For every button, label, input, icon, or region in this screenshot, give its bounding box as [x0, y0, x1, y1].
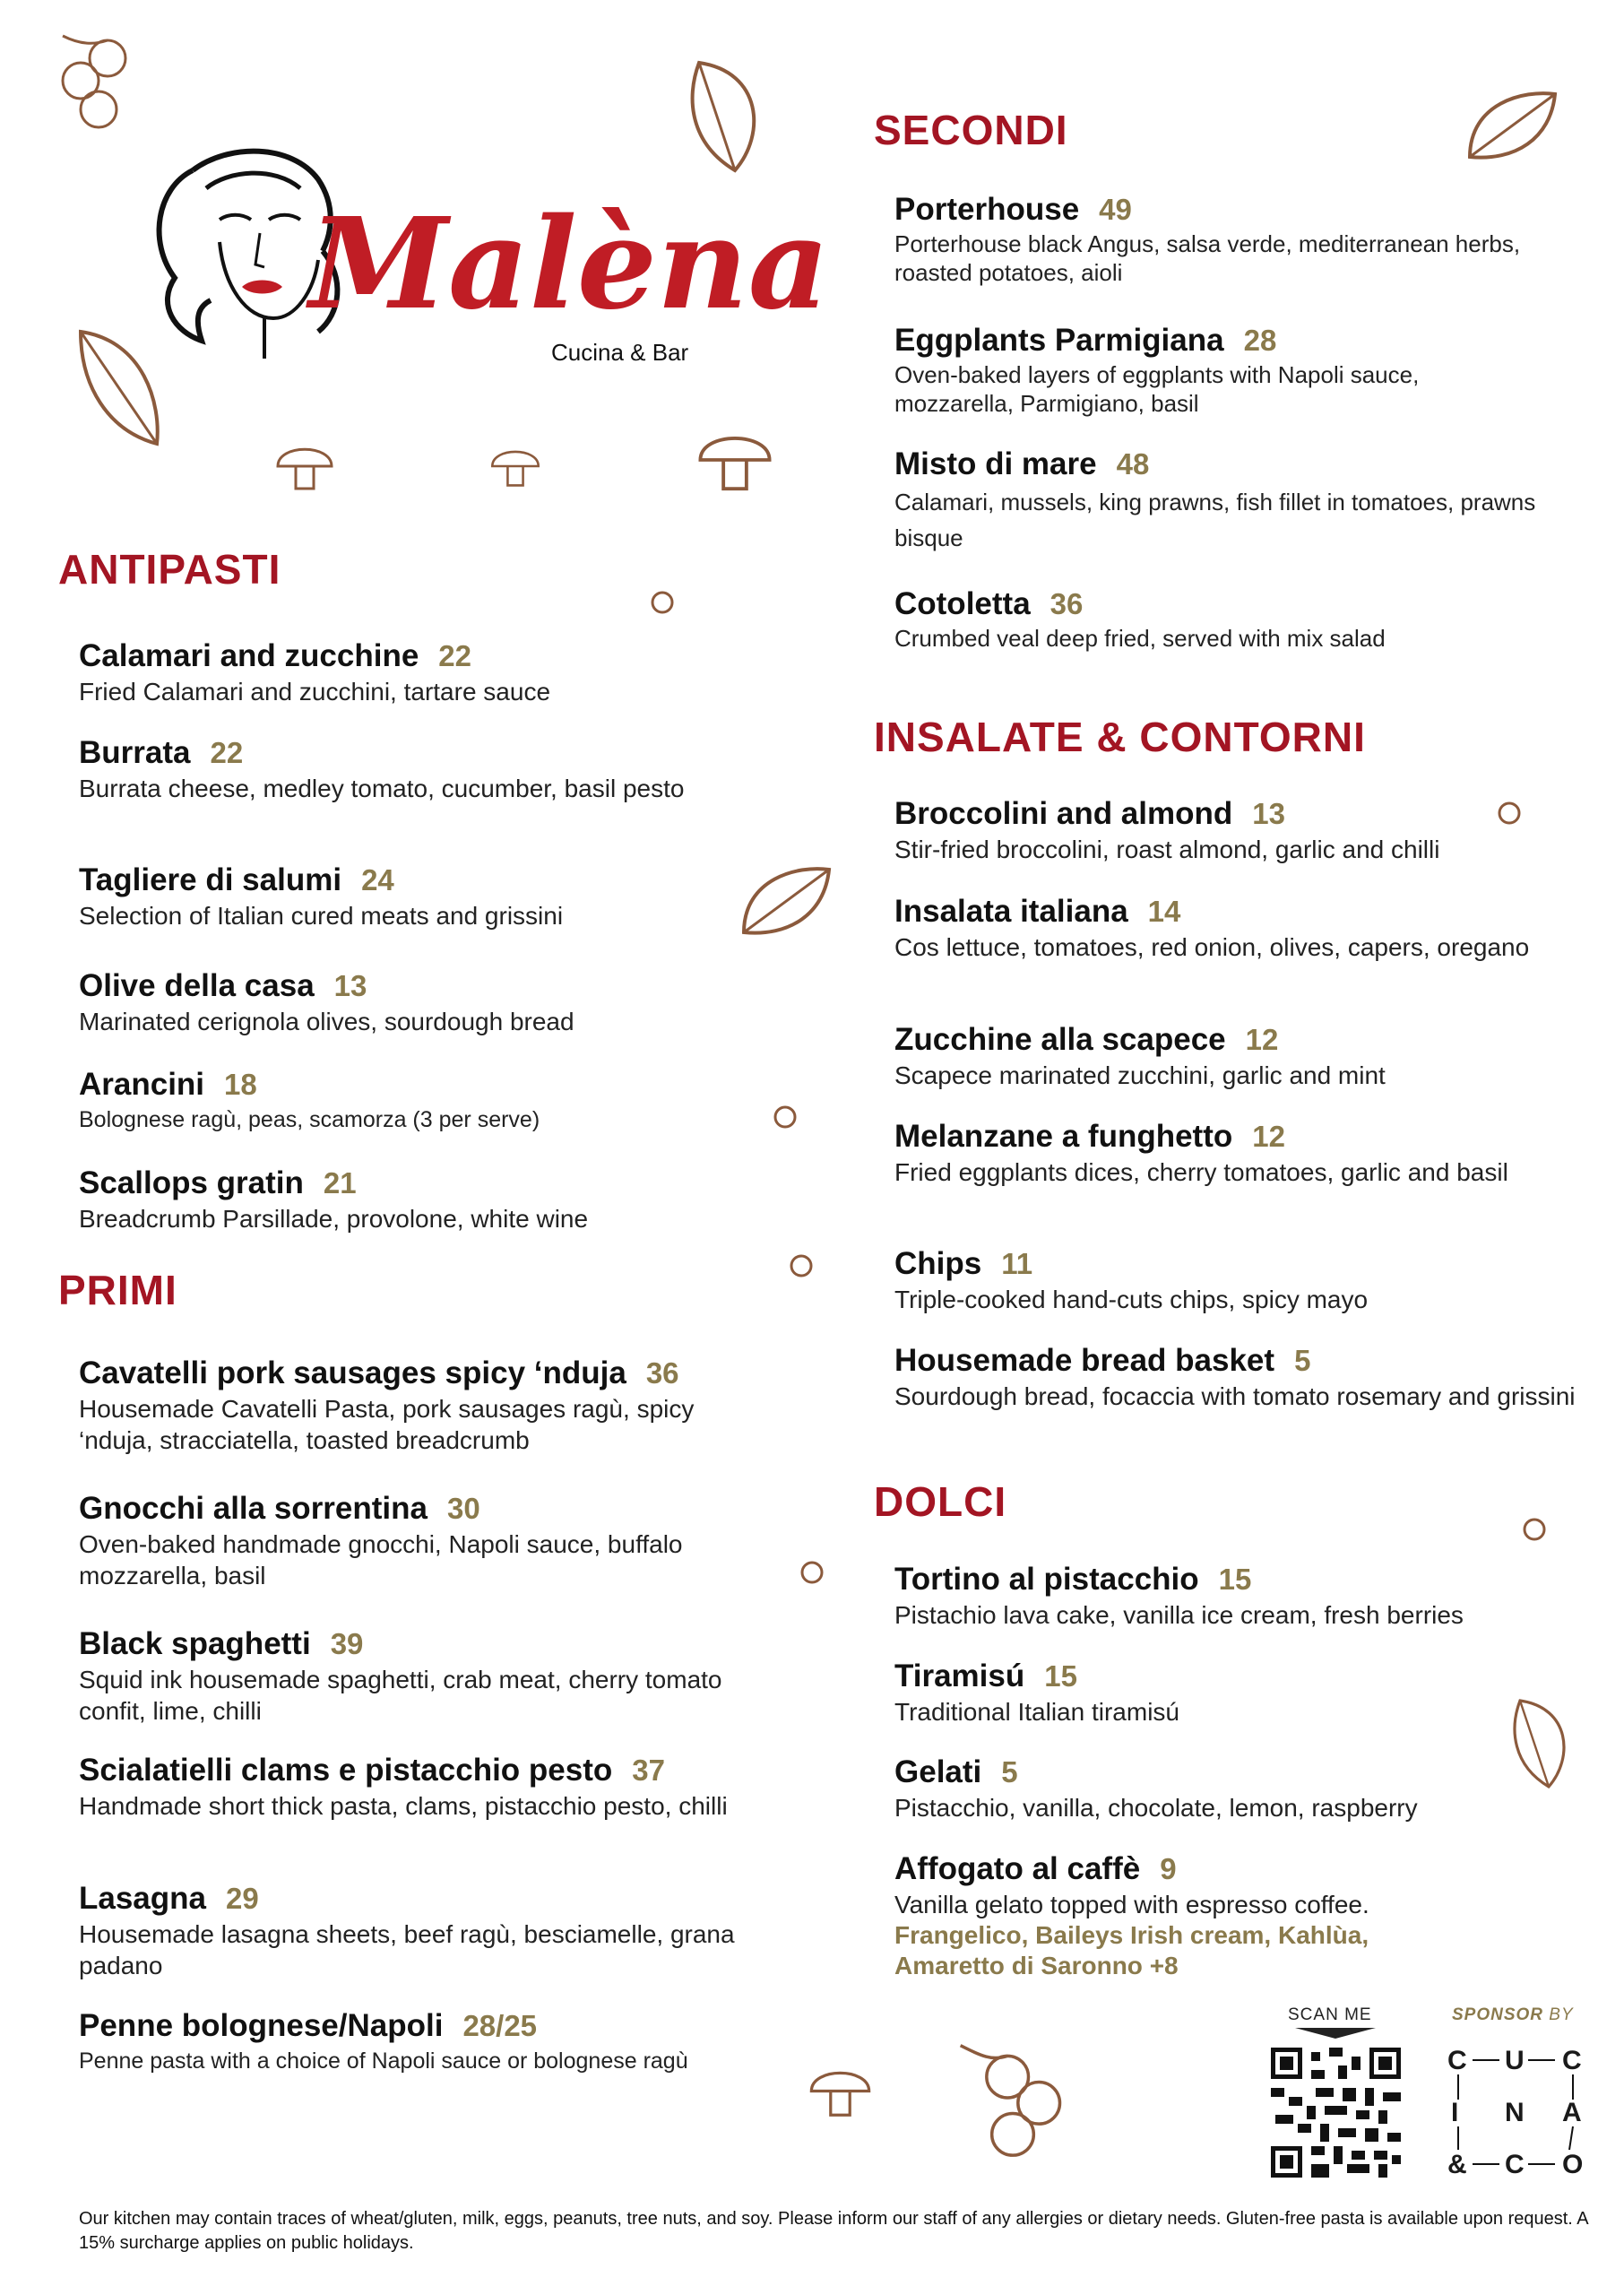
logo: [139, 134, 830, 377]
item-description: Selection of Italian cured meats and grissini: [79, 902, 564, 930]
item-name: Calamari and zucchine: [79, 638, 419, 673]
item-description: Fried Calamari and zucchini, tartare sauce: [79, 678, 551, 706]
item-name: Zucchine alla scapece: [894, 1022, 1226, 1057]
item-description: Scapece marinated zucchini, garlic and mint: [894, 1061, 1386, 1089]
leaf-icon: [1461, 85, 1559, 166]
sponsor-letter: O: [1562, 2150, 1584, 2179]
item-name: Broccolini and almond: [894, 796, 1233, 831]
item-description: Crumbed veal deep fried, served with mix salad: [894, 625, 1386, 652]
item-name: Penne bolognese/Napoli: [79, 2008, 444, 2043]
menu-item: [79, 1626, 814, 1727]
menu-item: [894, 1658, 1624, 1728]
item-name: Tiramisú: [894, 1658, 1025, 1693]
item-price: 13: [1252, 797, 1285, 830]
item-price: 14: [1147, 895, 1181, 928]
item-description: Burrata cheese, medley tomato, cucumber, basil pesto: [79, 775, 685, 802]
item-name: Misto di mare: [894, 446, 1097, 481]
item-price: 22: [438, 639, 472, 672]
item-description: Housemade Cavatelli Pasta, pork sausages ragù, spicy ‘nduja, stracciatella, toasted breadcrumb: [79, 1395, 695, 1454]
item-price: 36: [1050, 587, 1084, 620]
menu-item: [894, 446, 1624, 556]
item-description: Handmade short thick pasta, clams, pistacchio pesto, chilli: [79, 1792, 728, 1820]
seed-icon: [650, 590, 675, 615]
item-name: Burrata: [79, 735, 191, 770]
menu-item: [894, 1754, 1624, 1823]
item-price: 29: [226, 1882, 259, 1915]
item-price: 28: [1243, 324, 1277, 357]
mushroom-icon: [807, 2057, 874, 2125]
item-price: 18: [224, 1068, 257, 1101]
item-name: Insalata italiana: [894, 894, 1128, 929]
menu-item: [894, 1022, 1624, 1091]
section-title-antipasti: ANTIPASTI: [58, 546, 281, 593]
mushroom-icon: [695, 420, 775, 500]
section-title-insalate: INSALATE & CONTORNI: [874, 714, 1366, 760]
section-title-dolci: DOLCI: [874, 1478, 1007, 1525]
item-description: Penne pasta with a choice of Napoli sauce or bolognese ragù: [79, 2048, 688, 2074]
menu-item: [894, 1119, 1624, 1188]
seed-icon: [1522, 1517, 1547, 1542]
item-name: Cavatelli pork sausages spicy ‘nduja: [79, 1355, 626, 1390]
item-name: Scialatielli clams e pistacchio pesto: [79, 1753, 613, 1788]
item-name: Gnocchi alla sorrentina: [79, 1491, 428, 1526]
menu-item: [79, 1165, 814, 1234]
item-description: Oven-baked handmade gnocchi, Napoli sauce, buffalo mozzarella, basil: [79, 1530, 683, 1589]
menu-item: [894, 586, 1624, 653]
logo-subtitle: Cucina & Bar: [551, 339, 689, 366]
leaf-icon: [72, 323, 170, 448]
item-name: Lasagna: [79, 1881, 206, 1916]
item-name: Tagliere di salumi: [79, 862, 342, 897]
item-description: Traditional Italian tiramisú: [894, 1698, 1179, 1726]
menu-item: [894, 894, 1624, 963]
sponsor-letter: C: [1505, 2150, 1525, 2179]
item-price: 22: [210, 736, 244, 769]
item-name: Olive della casa: [79, 968, 315, 1003]
item-price: 36: [645, 1356, 679, 1390]
item-price: 39: [330, 1627, 364, 1660]
sponsor-letter: U: [1505, 2046, 1525, 2075]
item-price: 24: [361, 863, 394, 896]
menu-item: [79, 1491, 814, 1591]
item-description: Oven-baked layers of eggplants with Napoli sauce, mozzarella, Parmigiano, basil: [894, 361, 1420, 417]
scan-me-label: SCAN ME: [1288, 2005, 1372, 2024]
item-name: Arancini: [79, 1067, 205, 1102]
sponsor-label-rest: BY: [1543, 2005, 1574, 2024]
item-price: 37: [632, 1754, 665, 1787]
menu-item: [79, 1355, 814, 1456]
sponsor-label-bold: SPONSOR: [1452, 2005, 1544, 2024]
menu-item: [79, 1753, 814, 1822]
menu-item: [79, 862, 814, 931]
menu-item: [79, 735, 814, 804]
item-price: 13: [333, 969, 367, 1002]
item-name: Porterhouse: [894, 192, 1080, 227]
section-title-secondi: SECONDI: [874, 107, 1068, 153]
item-price: 28/25: [462, 2009, 538, 2042]
allergen-footer-note: Our kitchen may contain traces of wheat/gluten, milk, eggs, peanuts, tree nuts, and soy. Please inform our staff of any allergies or dietary needs. Gluten-free pasta is available upon request. A 15% surcharge applies on public holidays.: [79, 2209, 1588, 2253]
mushroom-icon: [273, 435, 336, 498]
sponsor-logo: [1447, 2044, 1582, 2178]
item-description: Breadcrumb Parsillade, provolone, white wine: [79, 1205, 589, 1233]
item-description: Sourdough bread, focaccia with tomato rosemary and grissini: [894, 1382, 1576, 1410]
menu-item: [894, 323, 1624, 418]
item-price: 9: [1160, 1852, 1177, 1885]
item-price: 21: [323, 1166, 357, 1199]
item-name: Affogato al caffè: [894, 1851, 1141, 1886]
menu-item: [894, 1562, 1624, 1631]
sponsor-letter: C: [1562, 2046, 1582, 2075]
item-price: 15: [1218, 1563, 1252, 1596]
scan-arrow-icon: [1295, 2026, 1376, 2040]
item-extra-options: Frangelico, Baileys Irish cream, Kahlùa, Amaretto di Saronno +8: [894, 1921, 1369, 1979]
item-name: Gelati: [894, 1754, 982, 1789]
item-price: 15: [1044, 1659, 1077, 1693]
sponsor-letter: A: [1562, 2098, 1582, 2127]
item-description: Bolognese ragù, peas, scamorza (3 per serve): [79, 1107, 540, 1132]
item-price: 12: [1245, 1023, 1279, 1056]
section-title-primi: PRIMI: [58, 1267, 177, 1313]
sponsor-label: [1452, 2005, 1574, 2025]
item-description: Marinated cerignola olives, sourdough bread: [79, 1008, 574, 1035]
item-name: Tortino al pistacchio: [894, 1562, 1199, 1597]
menu-item: [894, 1851, 1624, 1981]
item-name: Cotoletta: [894, 586, 1031, 621]
sponsor-letter: &: [1447, 2150, 1467, 2179]
item-name: Housemade bread basket: [894, 1343, 1275, 1378]
item-price: 49: [1099, 193, 1132, 226]
item-description: Calamari, mussels, king prawns, fish fillet in tomatoes, prawns bisque: [894, 489, 1536, 551]
seed-icon: [789, 1253, 814, 1278]
qr-code-icon[interactable]: [1271, 2048, 1401, 2178]
leaf-icon: [681, 54, 771, 179]
item-price: 5: [1001, 1755, 1018, 1788]
item-name: Chips: [894, 1246, 982, 1281]
item-description: Cos lettuce, tomatoes, red onion, olives, capers, oregano: [894, 933, 1530, 961]
item-name: Black spaghetti: [79, 1626, 311, 1661]
menu-item: [79, 1067, 814, 1136]
sponsor-letter: I: [1451, 2098, 1459, 2127]
item-description: Porterhouse black Angus, salsa verde, mediterranean herbs, roasted potatoes, aioli: [894, 230, 1521, 286]
item-price: 30: [447, 1492, 480, 1525]
logo-name: Malèna: [309, 191, 830, 338]
item-description: Pistachio lava cake, vanilla ice cream, fresh berries: [894, 1601, 1464, 1629]
item-description: Triple-cooked hand-cuts chips, spicy mayo: [894, 1286, 1369, 1313]
mushroom-icon: [488, 439, 542, 493]
item-description: Stir-fried broccolini, roast almond, garlic and chilli: [894, 836, 1440, 863]
sponsor-letter: N: [1505, 2098, 1525, 2127]
tomato-vine-icon: [45, 27, 143, 134]
tomato-vine-icon: [955, 2035, 1071, 2161]
menu-item: [894, 1246, 1624, 1315]
menu-item: [894, 796, 1624, 865]
item-description: Pistacchio, vanilla, chocolate, lemon, raspberry: [894, 1794, 1418, 1822]
item-name: Eggplants Parmigiana: [894, 323, 1224, 358]
item-price: 12: [1252, 1120, 1285, 1153]
item-description: Housemade lasagna sheets, beef ragù, besciamelle, grana padano: [79, 1920, 735, 1979]
item-price: 48: [1116, 447, 1150, 481]
menu-item: [79, 2008, 814, 2077]
menu-item: [894, 1343, 1624, 1412]
item-description: Squid ink housemade spaghetti, crab meat, cherry tomato confit, lime, chilli: [79, 1666, 722, 1725]
menu-item: [894, 192, 1624, 287]
menu-item: [79, 968, 814, 1037]
item-description: Vanilla gelato topped with espresso coffee.: [894, 1891, 1369, 1918]
sponsor-letter: C: [1447, 2046, 1467, 2075]
item-price: 5: [1294, 1344, 1311, 1377]
item-price: 11: [1001, 1247, 1033, 1280]
menu-item: [79, 638, 814, 707]
item-name: Scallops gratin: [79, 1165, 304, 1200]
item-description: Fried eggplants dices, cherry tomatoes, garlic and basil: [894, 1158, 1508, 1186]
menu-item: [79, 1881, 814, 1981]
item-name: Melanzane a funghetto: [894, 1119, 1233, 1154]
